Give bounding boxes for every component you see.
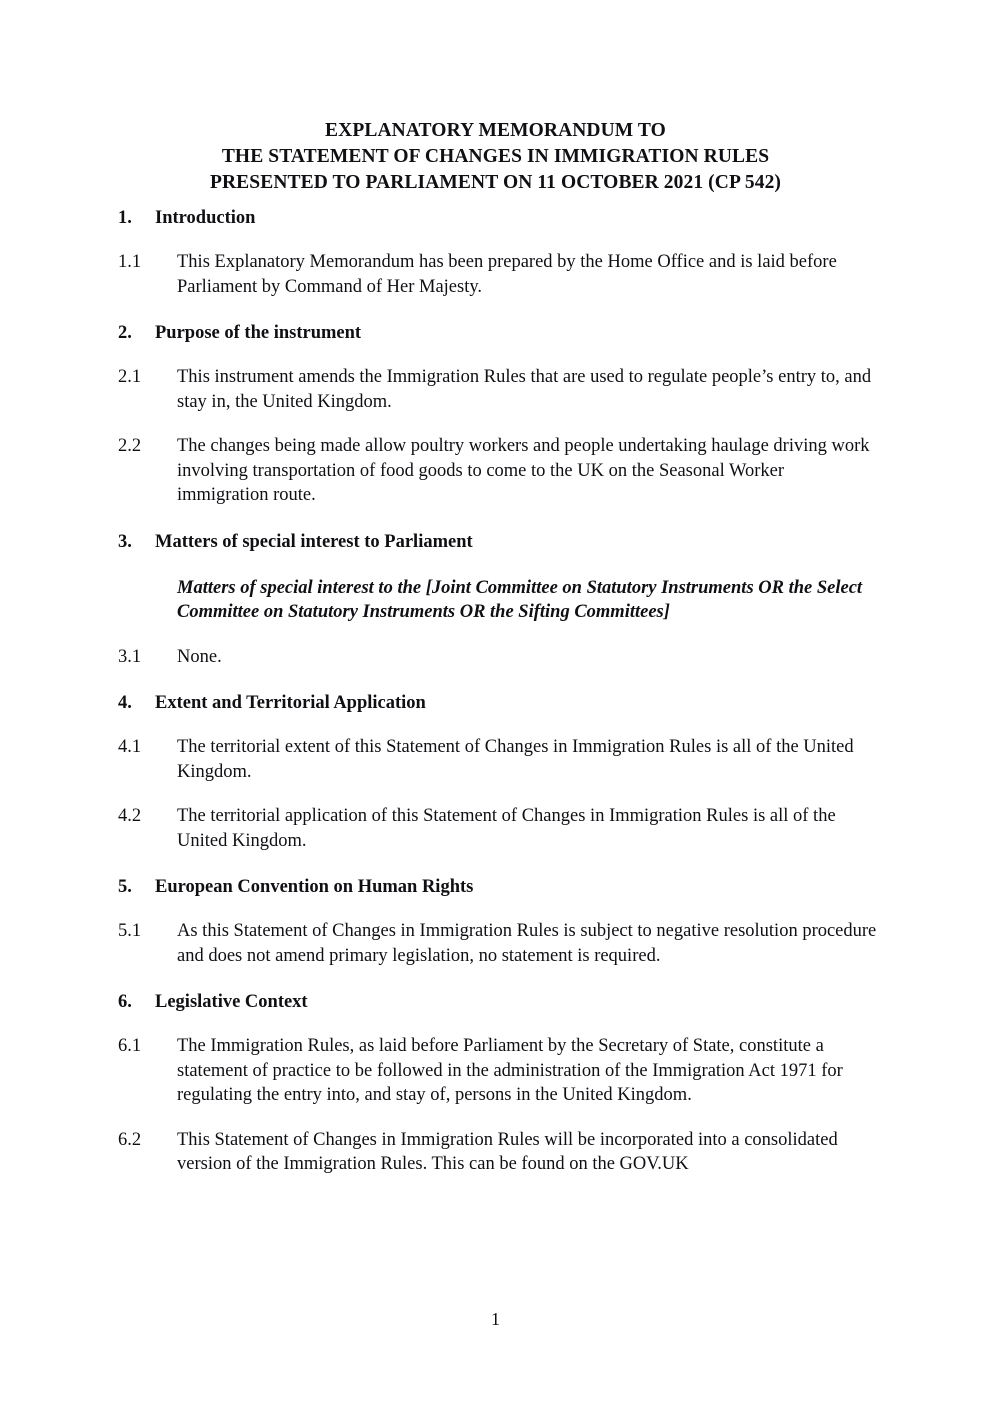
section-title-5: European Convention on Human Rights — [155, 877, 474, 897]
section-number-6: 6. — [118, 992, 132, 1012]
paragraph-text-6-2: This Statement of Changes in Immigration Rules will be incorporated into a consolidated version of the Immigration Rules. This can be found on the GOV.UK — [177, 1129, 838, 1174]
paragraph-5-1 — [118, 919, 880, 968]
paragraph-text-1-1: This Explanatory Memorandum has been prepared by the Home Office and is laid before Parliament by Command of Her Majesty. — [177, 252, 837, 297]
section-heading-6 — [118, 990, 880, 1014]
section-heading-4 — [118, 691, 880, 715]
document-body — [118, 206, 880, 1177]
section-title-3: Matters of special interest to Parliament — [155, 531, 473, 552]
document-title-line-2: THE STATEMENT OF CHANGES IN IMMIGRATION RULES — [221, 146, 770, 167]
section-title-6: Legislative Context — [155, 992, 308, 1012]
paragraph-text-5-1: As this Statement of Changes in Immigration Rules is subject to negative resolution procedure and does not amend primary legislation, no statement is required. — [177, 921, 877, 966]
paragraph-4-1 — [118, 735, 880, 784]
page-number: 1 — [491, 1309, 500, 1329]
paragraph-2-2 — [118, 434, 880, 508]
paragraph-number-3-1: 3.1 — [118, 646, 142, 667]
paragraph-6-2 — [118, 1128, 880, 1177]
section-number-5: 5. — [118, 877, 132, 897]
paragraph-number-4-2: 4.2 — [118, 806, 142, 826]
section-title-4: Extent and Territorial Application — [155, 693, 426, 713]
section-heading-2 — [118, 321, 880, 345]
section-number-4: 4. — [118, 693, 132, 713]
paragraph-number-1-1: 1.1 — [118, 252, 142, 272]
section-heading-5 — [118, 875, 880, 899]
paragraph-text-4-1: The territorial extent of this Statement of Changes in Immigration Rules is all of the United Kingdom. — [177, 737, 854, 782]
section-heading-3 — [118, 530, 880, 554]
section-heading-1 — [118, 206, 880, 230]
paragraph-number-6-2: 6.2 — [118, 1129, 142, 1150]
paragraph-number-2-2: 2.2 — [118, 436, 142, 456]
paragraph-text-4-2: The territorial application of this Statement of Changes in Immigration Rules is all of the United Kingdom. — [177, 806, 836, 851]
section-number-3: 3. — [118, 531, 132, 552]
section-number-1: 1. — [118, 208, 132, 228]
paragraph-1-1 — [118, 250, 880, 299]
section-number-2: 2. — [118, 323, 132, 343]
paragraph-4-2 — [118, 804, 880, 853]
paragraph-number-2-1: 2.1 — [118, 367, 142, 387]
paragraph-6-1 — [118, 1034, 880, 1108]
document-title — [0, 118, 991, 196]
document-title-line-3: PRESENTED TO PARLIAMENT ON 11 OCTOBER 2021 (CP 542) — [209, 172, 782, 193]
paragraph-text-3-1: None. — [177, 646, 222, 667]
document-title-line-1: EXPLANATORY MEMORANDUM TO — [325, 120, 666, 141]
paragraph-text-6-1: The Immigration Rules, as laid before Parliament by the Secretary of State, constitute a statement of practice to be followed in the administration of the Immigration Act 1971 for regulating the entry into, and stay of, persons in the United Kingdom. — [177, 1036, 843, 1105]
paragraph-text-2-1: This instrument amends the Immigration Rules that are used to regulate people’s entry to, and stay in, the United Kingdom. — [177, 367, 872, 412]
section-title-1: Introduction — [155, 208, 256, 228]
section-title-2: Purpose of the instrument — [155, 323, 362, 343]
paragraph-number-4-1: 4.1 — [118, 737, 142, 757]
paragraph-3-1 — [118, 645, 880, 670]
section-3-note: Matters of special interest to the [Joint Committee on Statutory Instruments OR the Select Committee on Statutory Instruments OR the Sifting Committees] — [177, 577, 863, 622]
paragraph-number-5-1: 5.1 — [118, 921, 142, 941]
paragraph-2-1 — [118, 365, 880, 414]
paragraph-text-2-2: The changes being made allow poultry workers and people undertaking haulage driving work involving transportation of food goods to come to the UK on the Seasonal Worker immigration route. — [177, 436, 870, 505]
paragraph-number-6-1: 6.1 — [118, 1036, 142, 1056]
